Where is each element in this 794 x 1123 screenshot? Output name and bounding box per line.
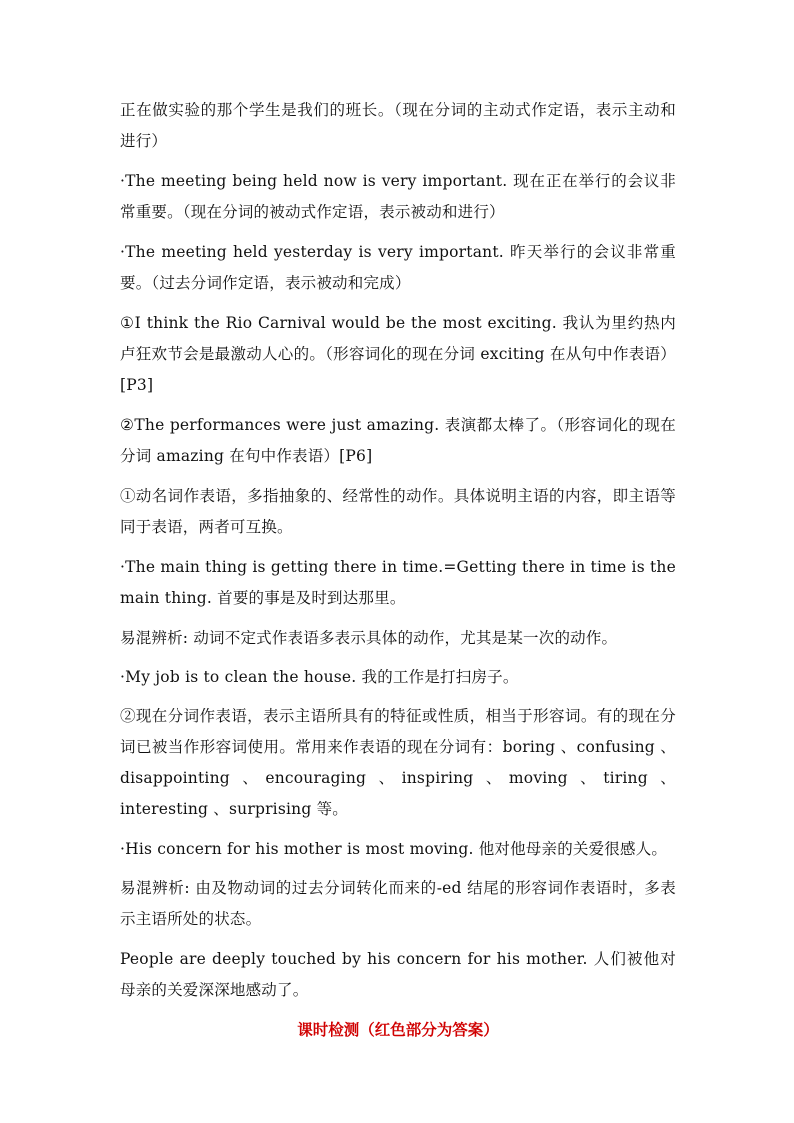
paragraph-12: 易混辨析: 由及物动词的过去分词转化而来的-ed 结尾的形容词作表语时，多表示主语所处的状态。 [120,879,676,928]
paragraph-10: ②现在分词作表语，表示主语所具有的特征或性质，相当于形容词。有的现在分词已被当作形容词使用。常用来作表语的现在分词有：boring 、confusing 、disappointing 、encouraging 、inspiring 、moving 、tiring 、interesting 、surprising 等。 [120,707,676,818]
paragraph-11: ·His concern for his mother is most moving. 他对他母亲的关爱很感人。 [120,840,668,858]
section-heading: 课时检测（红色部分为答案） [297,1021,499,1039]
paragraph-5: ②The performances were just amazing. 表演都太棒了。（形容词化的现在分词 amazing 在句中作表语）[P6] [120,416,676,465]
paragraph-9: ·My job is to clean the house. 我的工作是打扫房子。 [120,668,519,686]
paragraph-13: People are deeply touched by his concern for his mother. 人们被他对母亲的关爱深深地感动了。 [120,950,676,999]
paragraph-8: 易混辨析: 动词不定式作表语多表示具体的动作，尤其是某一次的动作。 [120,629,618,647]
paragraph-1: 正在做实验的那个学生是我们的班长。（现在分词的主动式作定语，表示主动和进行） [120,101,676,150]
paragraph-3: ·The meeting held yesterday is very important. 昨天举行的会议非常重要。（过去分词作定语，表示被动和完成） [120,243,676,292]
paragraph-7: ·The main thing is getting there in time.=Getting there in time is the main thing. 首要的事是及时到达那里。 [120,558,676,607]
paragraph-2: ·The meeting being held now is very important. 现在正在举行的会议非常重要。（现在分词的被动式作定语，表示被动和进行） [120,172,676,221]
document-body [120,95,676,1045]
paragraph-6: ①动名词作表语，多指抽象的、经常性的动作。具体说明主语的内容，即主语等同于表语，两者可互换。 [120,487,676,536]
paragraph-4: ①I think the Rio Carnival would be the most exciting. 我认为里约热内卢狂欢节会是最激动人心的。（形容词化的现在分词 exciting 在从句中作表语）[P3] [120,314,676,394]
